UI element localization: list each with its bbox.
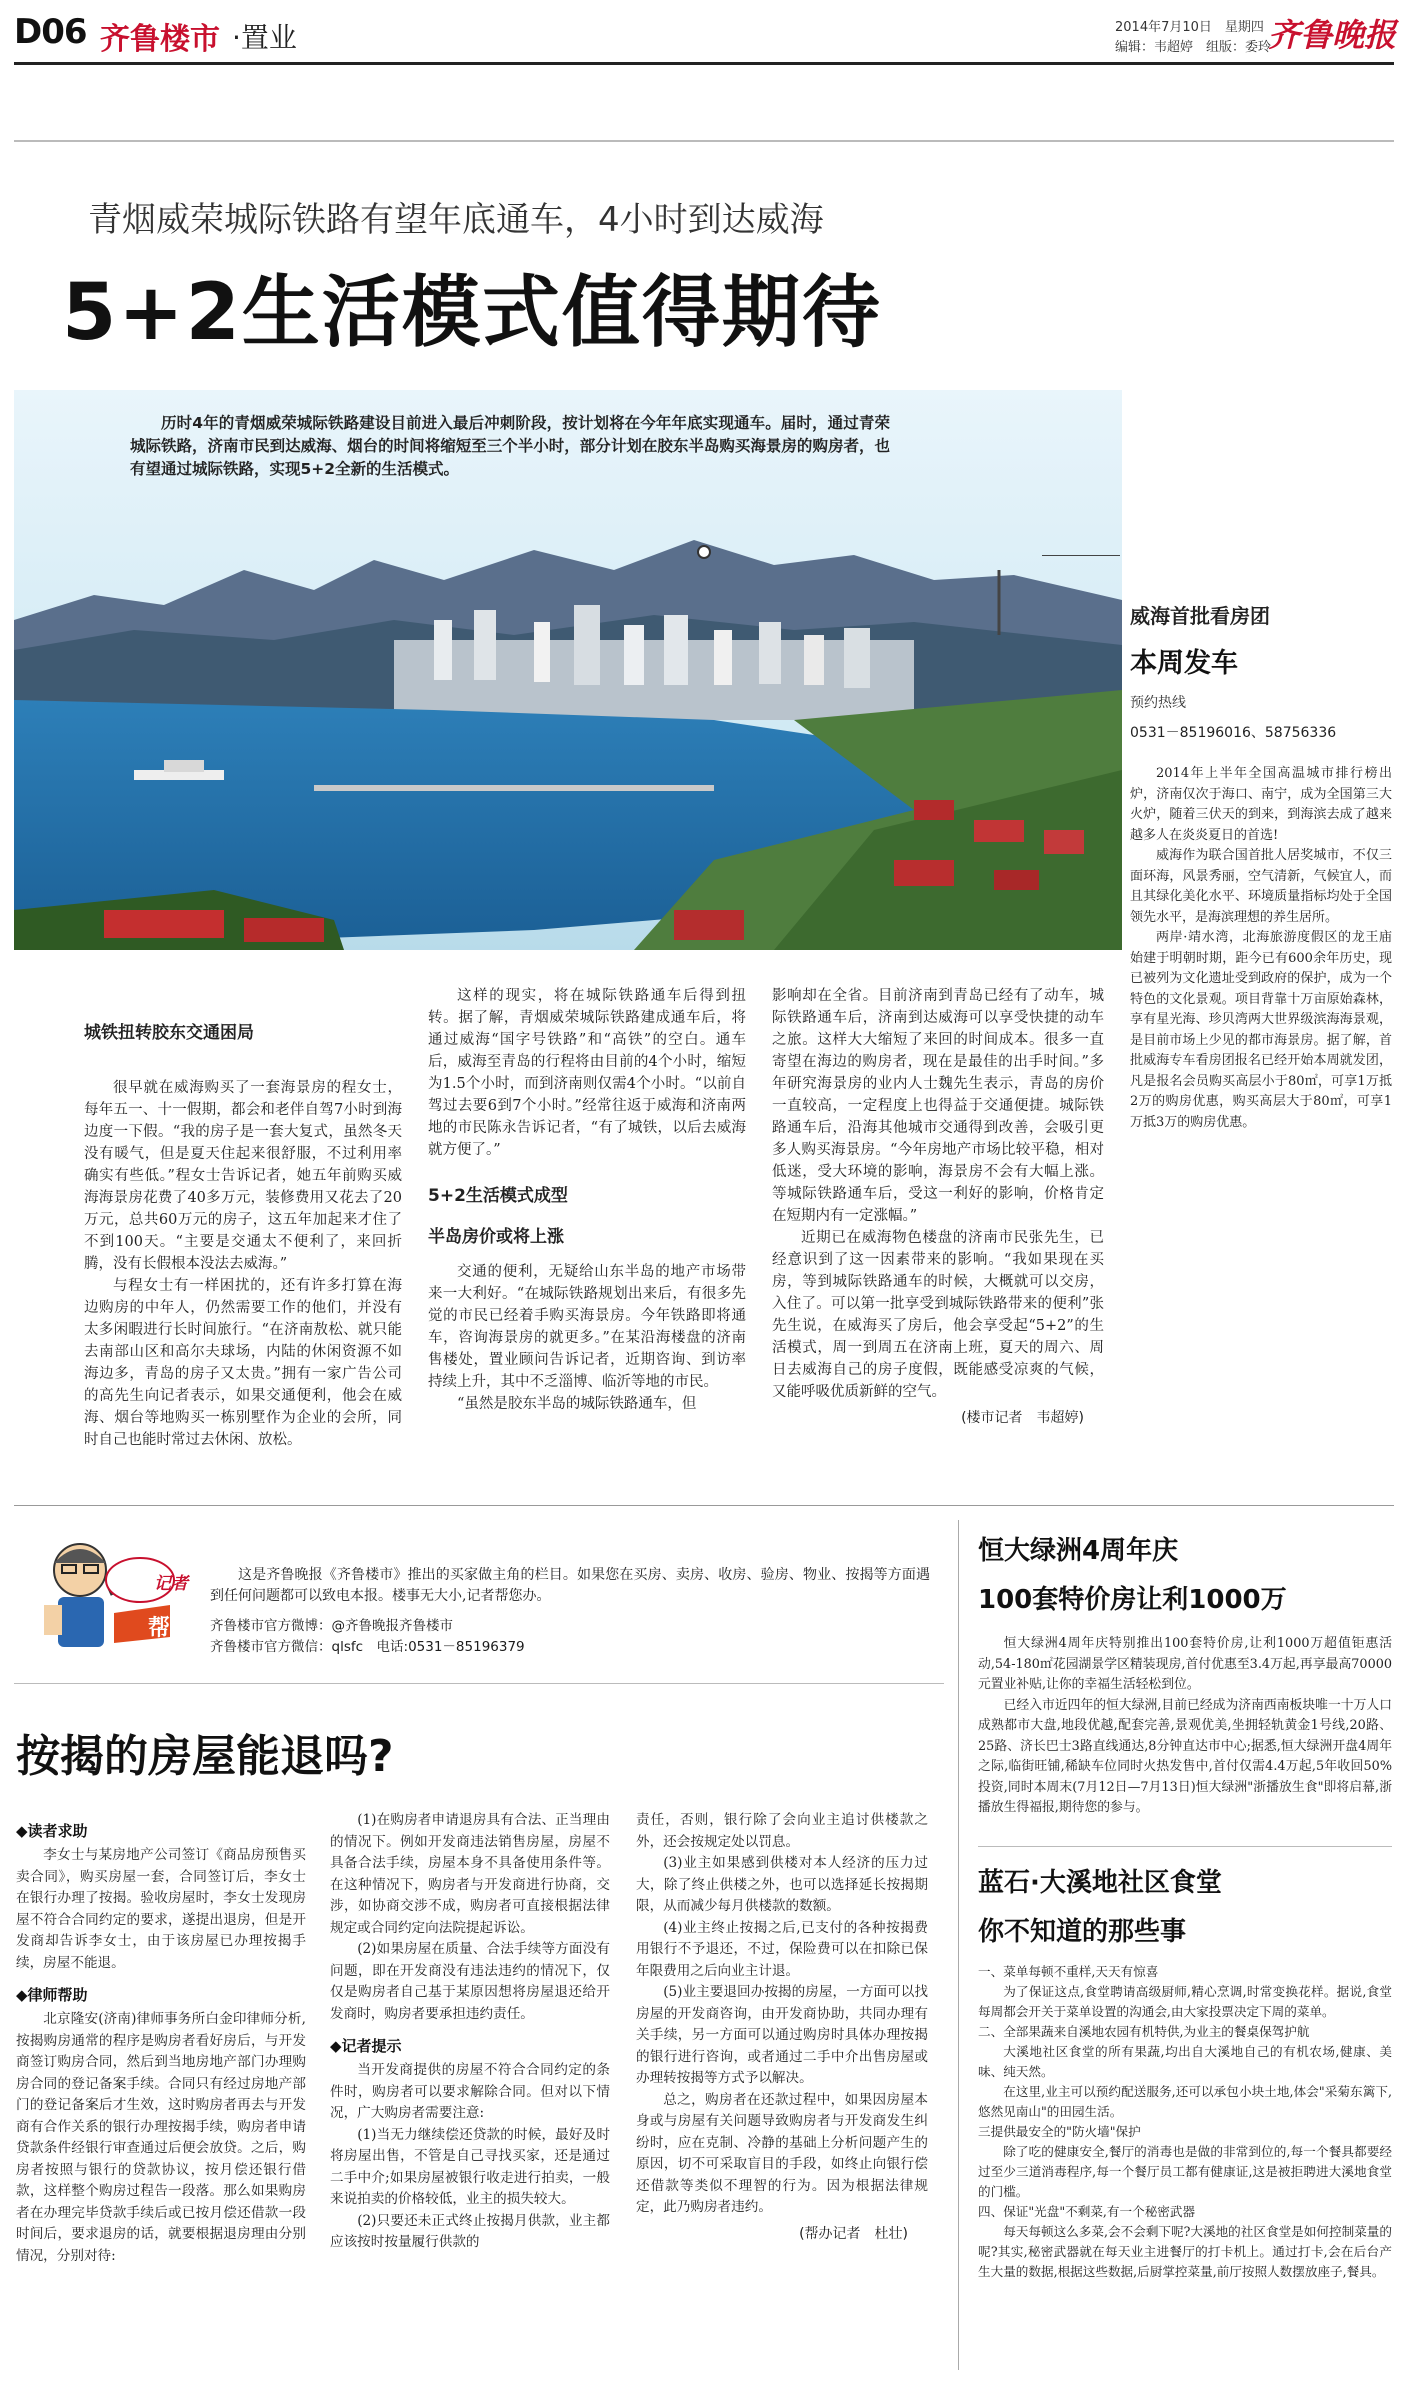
qa-paragraph: 李女士与某房地产公司签订《商品房预售买卖合同》，购买房屋一套，合同签订后，李女士在银行办理了按揭。验收房屋时，李女士发现房屋不符合合同约定的要求，遂提出退房，但是开发商却告诉李女士，由于该房屋已办理按揭手续，房屋不能退。 bbox=[16, 1847, 306, 1971]
lead-col-2 bbox=[428, 985, 746, 1415]
weihai-para: 两岸·靖水湾，北海旅游度假区的龙王庙始建于明朝时期，距今已有600余年历史，现已被列为文化遗址受到政府的保护，成为一个特色的文化景观。项目背靠十万亩原始森林，享有星光海、珍贝湾两大世界级滨海海景观，是目前市场上少见的都市海景房。据了解，首批威海专车看房团报名已经开始本周就发团，凡是报名会员购买高层小于80㎡，可享1万抵2万的购房优惠，购买高层大于80㎡，可享1万抵3万的购房优惠。 bbox=[1130, 930, 1392, 1130]
hengda-block bbox=[978, 1530, 1392, 1819]
qa-col-3 bbox=[636, 1810, 928, 2243]
qa-paragraph: (3)业主如果感到供楼对本人经济的压力过大，除了终止供楼之外，也可以选择延长按揭期限，从而减少每月供楼款的数额。 bbox=[636, 1855, 928, 1914]
lanshi-para: 一、菜单每顿不重样,天天有惊喜 bbox=[978, 1964, 1159, 1979]
col3-para: 影响却在全省。目前济南到青岛已经有了动车，城际铁路通车后，济南到达威海可以享受快捷的动车之旅。这样大大缩短了来回的时间成本。很多一直寄望在海边的购房者，现在是最佳的出手时间。”多年研究海景房的业内人士魏先生表示，青岛的房价一直较高，一定程度上也得益于交通便捷。城际铁路通车后，沿海其他城市交通得到改善，会吸引更多人购买海景房。“今年房地产市场比较平稳，相对低迷，受大环境的影响，海景房不会有大幅上涨。等城际铁路通车后，受这一利好的影响，价格肯定在短期内有一定涨幅。” bbox=[772, 988, 1104, 1224]
weihai-sidebar bbox=[1130, 600, 1392, 1500]
vertical-divider bbox=[958, 1520, 959, 2370]
col1-para: 与程女士有一样困扰的，还有许多打算在海边购房的中年人，仍然需要工作的他们，并没有太多闲暇进行长时间旅行。“在济南敖松、就只能去南部山区和高尔夫球场，内陆的休闲资源不如海边多，青岛的房子又太贵。”拥有一家广告公司的高先生向记者表示，如果交通便利，他会在威海、烟台等地购买一栋别墅作为企业的会所，同时自己也能时常过去休闲、放松。 bbox=[84, 1278, 402, 1448]
qa-paragraph: (5)业主要退回办按揭的房屋，一方面可以找房屋的开发商咨询，由开发商协助，共同办理有关手续，另一方面可以通过购房时具体办理按揭的银行进行咨询，或者通过二手中介出售房屋或办理转按揭等方式予以解决。 bbox=[636, 1984, 928, 2086]
hengda-title-line1: 恒大绿洲4周年庆 bbox=[978, 1536, 1179, 1566]
reporter-weibo: 齐鲁楼市官方微博：@齐鲁晚报齐鲁楼市 bbox=[210, 1618, 453, 1634]
lanshi-para: 为了保证这点,食堂聘请高级厨师,精心烹调,时常变换花样。据说,食堂每周都会开关于菜单设置的沟通会,由大家投票决定下周的菜单。 bbox=[978, 1984, 1392, 2019]
qa-section-heading: ◆律师帮助 bbox=[16, 1986, 88, 2004]
col2-para: 这样的现实，将在城际铁路通车后得到扭转。据了解，青烟威荣城际铁路建成通车后，将通过威海“国字号铁路”和“高铁”的空白。通车后，威海至青岛的行程将由目前的4个小时，缩短为1.5个小时，而到济南则仅需4个小时。“以前自驾过去要6到7个小时。”经常往返于威海和济南两地的市民陈永告诉记者，“有了城铁，以后去威海就方便了。” bbox=[428, 988, 746, 1158]
lanshi-para: 四、保证"光盘"不剩菜,有一个秘密武器 bbox=[978, 2204, 1196, 2219]
weihai-para: 威海作为联合国首批人居奖城市，不仅三面环海，风景秀丽，空气清新，气候宜人，而且其绿化美化水平、环境质量指标均处于全国领先水平，是海滨理想的养生居所。 bbox=[1130, 848, 1392, 925]
reporter-box-text: 这是齐鲁晚报《齐鲁楼市》推出的买家做主角的栏目。如果您在买房、卖房、收房、验房、物业、按揭等方面遇到任何问题都可以致电本报。楼事无大小,记者帮您办。 bbox=[210, 1567, 930, 1604]
page-header bbox=[0, 0, 1409, 80]
qa-paragraph: (2)只要还未正式终止按揭月供款，业主都应该按时按量履行供款的 bbox=[330, 2212, 610, 2250]
lead-col-3 bbox=[772, 985, 1104, 1427]
qa-paragraph: (4)业主终止按揭之后,已支付的各种按揭费用银行不予退还，不过，保险费可以在扣除已保年限费用之后向业主计退。 bbox=[636, 1919, 928, 1979]
lanshi-para: 大溪地社区食堂的所有果蔬,均出自大溪地自己的有机农场,健康、美味、纯天然。 bbox=[978, 2044, 1392, 2079]
qa-col-1 bbox=[16, 1810, 306, 2267]
hengda-para: 恒大绿洲4周年庆特别推出100套特价房,让利1000万超值钜惠活动,54-180㎡花园湖景学区精装现房,首付优惠至3.4万起,再享最高70000元置业补贴,让你的幸福生活轻松到位。 bbox=[978, 1636, 1392, 1692]
reporter-weixin: 齐鲁楼市官方微信：qlsfc 电话:0531－85196379 bbox=[210, 1639, 525, 1655]
weihai-title-line1: 威海首批看房团 bbox=[1130, 604, 1270, 628]
lead-intro: 历时4年的青烟威荣城际铁路建设目前进入最后冲刺阶段，按计划将在今年年底实现通车。届时，通过青荣城际铁路，济南市民到达威海、烟台的时间将缩短至三个半小时，部分计划在胶东半岛购买海景房的购房者，也有望通过城际铁路，实现5+2全新的生活模式。 bbox=[130, 414, 890, 478]
lanshi-para: 三提供最安全的"防火墙"保护 bbox=[978, 2124, 1141, 2139]
qa-section-heading: ◆记者提示 bbox=[330, 2037, 402, 2055]
section-title: 齐鲁楼市 bbox=[100, 22, 220, 57]
editor-credit: 编辑：韦超婷 组版：委玲 bbox=[1115, 40, 1272, 55]
weihai-body bbox=[1130, 764, 1392, 1133]
hengda-title-line2: 100套特价房让利1000万 bbox=[978, 1585, 1287, 1615]
qa-paragraph: (1)当无力继续偿还贷款的时候，最好及时将房屋出售，不管是自己寻找买家，还是通过二手中介;如果房屋被银行收走进行拍卖，一般来说拍卖的价格较低，业主的损失较大。 bbox=[330, 2126, 610, 2207]
qa-col-2 bbox=[330, 1810, 610, 2254]
lanshi-para: 除了吃的健康安全,餐厅的消毒也是做的非常到位的,每一个餐具都要经过至少三道消毒程序,每一个餐厅员工都有健康证,这是被拒聘进大溪地食堂的门槛。 bbox=[978, 2144, 1392, 2199]
hotline-number: 0531－85196016、58756336 bbox=[1130, 725, 1337, 741]
lanshi-block bbox=[978, 1862, 1392, 2282]
lanshi-para: 在这里,业主可以预约配送服务,还可以承包小块土地,体会"采菊东篱下,悠然见南山"的田园生活。 bbox=[978, 2084, 1392, 2119]
lead-col-1 bbox=[84, 1018, 402, 1451]
badge-action: 帮办 bbox=[148, 1616, 193, 1641]
qa-byline: (帮办记者 杜壮) bbox=[799, 2225, 908, 2242]
hengda-body bbox=[978, 1634, 1392, 1819]
reporter-help-box bbox=[30, 1525, 940, 1665]
lanshi-title-line1: 蓝石·大溪地社区食堂 bbox=[978, 1868, 1222, 1898]
masthead-logo: 齐鲁晚报 bbox=[1268, 16, 1397, 54]
issue-date: 2014年7月10日 星期四 bbox=[1115, 20, 1264, 35]
section-divider bbox=[14, 1505, 1394, 1506]
qa-paragraph: 总之，购房者在还款过程中，如果因房屋本身或与房屋有关问题导致购房者与开发商发生纠纷时，应在克制、冷静的基础上分析问题产生的原因，切不可采取盲目的手段，如终止向银行偿还借款等类似不理智的行为。因为根据法律规定，此乃购房者违约。 bbox=[636, 2091, 928, 2215]
lead-byline: (楼市记者 韦超婷) bbox=[961, 1410, 1084, 1426]
lanshi-para: 每天每顿这么多菜,会不会剩下呢?大溪地的社区食堂是如何控制菜量的呢?其实,秘密武器就在每天业主进餐厅的打卡机上。通过打卡,会在后台产生大量的数据,根据这些数据,后厨掌控菜量,前厅按照人数摆放座子,餐具。 bbox=[978, 2224, 1392, 2279]
weihai-title-line2: 本周发车 bbox=[1130, 648, 1238, 679]
col1-heading: 城铁扭转胶东交通困局 bbox=[84, 1023, 254, 1043]
sub-section-title: ·置业 bbox=[232, 21, 297, 54]
page-number: D06 bbox=[14, 12, 87, 52]
right-divider bbox=[978, 1846, 1392, 1847]
col2-para: 交通的便利，无疑给山东半岛的地产市场带来一大利好。“在城际铁路规划出来后，有很多先觉的市民已经着手购买海景房。今年铁路即将通车，咨询海景房的就更多。”在某沿海楼盘的济南售楼处，置业顾问告诉记者，近期咨询、到访率持续上升，其中不乏淄博、临沂等地的市民。 bbox=[428, 1264, 746, 1390]
col2-para: “虽然是胶东半岛的城际铁路通车，但 bbox=[457, 1396, 697, 1412]
col3-para: 近期已在威海物色楼盘的济南市民张先生，已经意识到了这一因素带来的影响。“我如果现在买房，等到城际铁路通车的时候，大概就可以交房，入住了。可以第一批享受到城际铁路带来的便利”张先生说，在威海买了房后，他会享受起“5+2”的生活模式，周一到周五在济南上班，夏天的周六、周日去威海自己的房子度假，既能感受凉爽的气候，又能呼吸优质新鲜的空气。 bbox=[772, 1230, 1104, 1400]
header-rule bbox=[14, 62, 1394, 65]
lead-title: 5+2生活模式值得期待 bbox=[62, 268, 882, 358]
qa-paragraph: 责任，否则，银行除了会向业主追讨供楼款之外，还会按规定处以罚息。 bbox=[636, 1812, 928, 1850]
weihai-para: 2014年上半年全国高温城市排行榜出炉，济南仅次于海口、南宁，成为全国第三大火炉，随着三伏天的到来，到海滨去成了越来越多人在炎炎夏日的首选! bbox=[1130, 766, 1392, 843]
lead-subtitle: 青烟威荣城际铁路有望年底通车，4小时到达威海 bbox=[88, 200, 824, 240]
callout-line bbox=[1042, 555, 1120, 556]
lanshi-title-line2: 你不知道的那些事 bbox=[978, 1917, 1187, 1947]
lanshi-para: 二、全部果蔬来自溪地农园有机特供,为业主的餐桌保驾护航 bbox=[978, 2024, 1310, 2039]
col2-heading-2: 半岛房价或将上涨 bbox=[428, 1227, 564, 1247]
hengda-para: 已经入市近四年的恒大绿洲,目前已经成为济南西南板块唯一十万人口成熟都市大盘,地段优越,配套完善,景观优美,坐拥轻轨黄金1号线,20路、25路、济长巴士3路直线通达,8分钟直达市中心;据悉,恒大绿洲开盘4周年之际,临街旺铺,稀缺车位同时火热发售中,首付仅需4.4万起,5年收回50%投资,同时本周末(7月12日—7月13日)恒大绿洲"浙播放生食"即将启幕,浙播放生得福报,期待您的参与。 bbox=[978, 1697, 1392, 1815]
col1-para: 很早就在威海购买了一套海景房的程女士，每年五一、十一假期，都会和老伴自驾7小时到海边度一下假。“我的房子是一套大复式，虽然冬天没有暖气，但是夏天住起来很舒服，不过利用率确实有些低。”程女士告诉记者，她五年前购买威海海景房花费了40多万元，装修费用又花去了20万元，总共60万元的房子，这五年加起来才住了不到100天。“主要是交通太不便利了，来回折腾，没有长假根本没法去威海。” bbox=[84, 1080, 402, 1272]
qa-paragraph: 当开发商提供的房屋不符合合同约定的条件时，购房者可以要求解除合同。但对以下情况，广大购房者需要注意: bbox=[330, 2062, 610, 2121]
qa-paragraph: (1)在购房者申请退房具有合法、正当理由的情况下。例如开发商违法销售房屋，房屋不具备合法手续，房屋本身不具备使用条件等。在这种情况下，购房者与开发商进行协商，交涉，如协商交涉不成，购房者可直接根据法律规定或合同约定向法院提起诉讼。 bbox=[330, 1812, 610, 1936]
badge-label: 记者 bbox=[154, 1574, 188, 1594]
qa-divider bbox=[14, 1683, 944, 1684]
lanshi-body bbox=[978, 1962, 1392, 2282]
qa-section-heading: ◆读者求助 bbox=[16, 1822, 88, 1840]
qa-paragraph: (2)如果房屋在质量、合法手续等方面没有问题，即在开发商没有违法违约的情况下，仅仅是购房者自己基于某原因想将房屋退还给开发商时，购房者要承担违约责任。 bbox=[330, 1941, 610, 2022]
qa-title: 按揭的房屋能退吗? bbox=[16, 1731, 394, 1782]
top-divider bbox=[14, 140, 1394, 142]
col2-heading-1: 5+2生活模式成型 bbox=[428, 1186, 568, 1206]
qa-paragraph: 北京隆安(济南)律师事务所白金印律师分析,按揭购房通常的程序是购房者看好房后，与开发商签订购房合同，然后到当地房地产部门办理购房合同的登记备案手续。合同只有经过房地产部门的登记备案后才生效，这时购房者再去与开发商有合作关系的银行办理按揭手续，购房者申请贷款条件经银行审查通过后便会放贷。之后，购房者按照与银行的贷款协议，按月偿还银行借款，这样整个购房过程告一段落。那么如果购房者在办理完毕贷款手续后或已按月偿还借款一段时间后，要求退房的话，就要根据退房理由分别情况，分别对待: bbox=[16, 2011, 306, 2264]
hotline-label: 预约热线 bbox=[1130, 695, 1186, 711]
